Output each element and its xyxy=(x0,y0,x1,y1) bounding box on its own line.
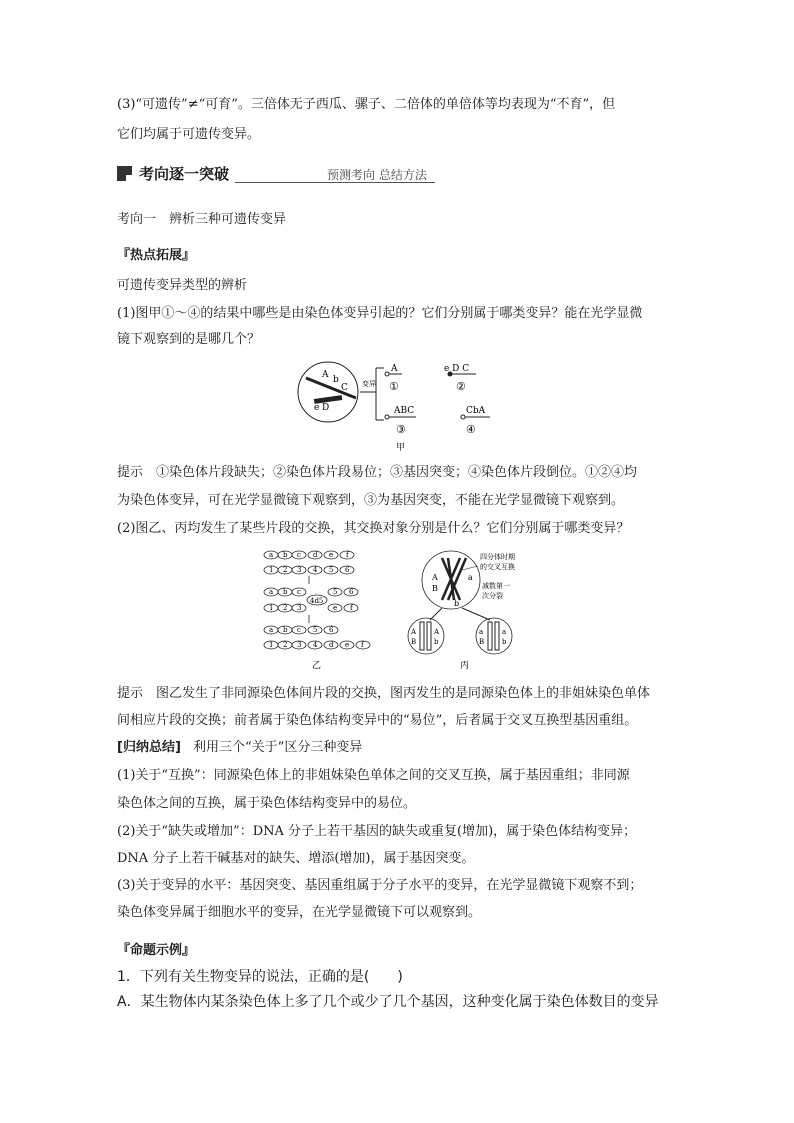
summary-heading xyxy=(117,739,362,757)
a1-line-2: 为染色体变异，可在光学显微镜下观察到，③为基因突变，不能在光学显微镜下观察到。 xyxy=(117,493,625,508)
jia-result-4-num: ④ xyxy=(466,423,476,436)
bing-cell-r-2: a xyxy=(502,628,507,636)
yi-res1-2: c xyxy=(297,626,301,634)
yi-r1-4: e xyxy=(329,551,334,559)
summary-p3-b: 染色体变异属于细胞水平的变异，在光学显微镜下可以观察到。 xyxy=(117,905,482,920)
jia-result-3-num: ③ xyxy=(396,423,406,436)
figure-bing xyxy=(398,548,538,673)
jia-result-2-num: ② xyxy=(456,380,466,393)
q1-line-1: (1)图甲①～④的结果中哪些是由染色体变异引起的？它们分别属于哪类变异？能在光学显微 xyxy=(117,306,643,321)
a2-line-1: 提示 图乙发生了非同源染色体间片段的交换，图丙发生的是同源染色体上的非姐妹染色单体 xyxy=(117,686,651,701)
yi-r1-1: b xyxy=(283,551,288,559)
jia-result-2-genes: e D C xyxy=(444,364,470,374)
bing-caption: 丙 xyxy=(460,661,470,671)
topic-title: 考向一 辨析三种可遗传变异 xyxy=(117,212,287,227)
jia-gene-D: D xyxy=(322,403,330,413)
summary-title: 利用三个“关于”区分三种变异 xyxy=(193,740,363,755)
bing-cell-l-0: A xyxy=(411,628,417,636)
section-heading xyxy=(117,162,435,186)
section-square-icon xyxy=(117,166,132,181)
yi-cb-5: f xyxy=(350,604,353,612)
yi-cb-1: 2 xyxy=(283,604,288,612)
bing-label-2: 的交叉互换 xyxy=(480,563,515,571)
summary-p1-a: (1)关于“互换”：同源染色体上的非姐妹染色单体之间的交叉互换，属于基因重组；非同源 xyxy=(117,768,630,783)
bing-gene-a: a xyxy=(468,573,473,582)
yi-ct-4: 5 xyxy=(333,588,338,596)
bing-cell-r-3: b xyxy=(502,638,507,646)
hot-label: 『热点拓展』 xyxy=(117,248,196,263)
intro-line-1: (3)“可遗传”≠“可育”。三倍体无子西瓜、骡子、二倍体的单倍体等均表现为“不育”，但 xyxy=(117,97,616,112)
bing-label-3: 减数第一 xyxy=(482,582,510,590)
figure-jia xyxy=(296,360,506,455)
yi-r2-4: 5 xyxy=(329,566,334,574)
yi-ct-2: c xyxy=(297,588,301,596)
yi-cm: 4d5 xyxy=(310,597,324,605)
a2-line-2: 间相应片段的交换；前者属于染色体结构变异中的“易位”，后者属于交叉互换型基因重组。 xyxy=(117,713,638,728)
yi-res2-6: f xyxy=(361,641,364,649)
yi-r2-1: 2 xyxy=(283,566,288,574)
question-option-a: A．某生物体内某条染色体上多了几个或少了几个基因，这种变化属于染色体数目的变异 xyxy=(117,994,659,1010)
yi-r2-5: 6 xyxy=(345,566,350,574)
hot-title: 可遗传变异类型的辨析 xyxy=(117,278,248,293)
yi-r1-5: f xyxy=(346,551,349,559)
yi-r2-3: 4 xyxy=(313,566,318,574)
yi-res1-5: 6 xyxy=(329,626,334,634)
jia-arrow-label: 变异 xyxy=(362,380,376,388)
yi-r2-2: 3 xyxy=(297,566,302,574)
summary-p2-a: (2)关于“缺失或增加”：DNA 分子上若干基因的缺失或重复(增加)，属于染色体结构变异； xyxy=(117,824,637,839)
figure-yi xyxy=(262,548,378,673)
bing-gene-A: A xyxy=(432,573,438,582)
yi-r1-2: c xyxy=(297,551,301,559)
bing-cell-l-3: b xyxy=(434,638,439,646)
section-title: 考向逐一突破 xyxy=(139,165,230,183)
jia-result-1-num: ① xyxy=(389,380,399,393)
question-stem: 1．下列有关生物变异的说法，正确的是( ) xyxy=(117,969,403,985)
jia-result-4-genes: CbA xyxy=(466,406,486,416)
yi-cb-4: e xyxy=(333,604,338,612)
yi-r2-0: 1 xyxy=(269,566,274,574)
yi-res1-0: a xyxy=(269,626,274,634)
q2-line: (2)图乙、丙均发生了某些片段的交换，其交换对象分别是什么？它们分别属于哪类变异？ xyxy=(117,521,630,536)
yi-res2-3: 4 xyxy=(313,641,318,649)
yi-res2-4: d xyxy=(329,641,334,649)
intro-line-2: 它们均属于可遗传变异。 xyxy=(117,127,261,142)
bing-label-1: 四分体时期 xyxy=(480,553,515,561)
bing-label-4: 次分裂 xyxy=(482,592,503,600)
summary-p2-b: DNA 分子上若干碱基对的缺失、增添(增加)，属于基因突变。 xyxy=(117,851,475,866)
bing-cell-l-2: A xyxy=(434,628,440,636)
bing-cell-l-1: B xyxy=(411,638,417,646)
bing-cell-r-0: a xyxy=(479,628,484,636)
q1-line-2: 镜下观察到的是哪几个？ xyxy=(117,332,261,347)
a1-line-1: 提示 ①染色体片段缺失；②染色体片段易位；③基因突变；④染色体片段倒位。①②④均 xyxy=(117,465,638,480)
jia-gene-b: b xyxy=(333,375,339,385)
example-label: 『命题示例』 xyxy=(117,943,196,958)
yi-ct-5: 6 xyxy=(349,588,354,596)
section-rule xyxy=(235,182,435,183)
summary-p3-a: (3)关于变异的水平：基因突变、基因重组属于分子水平的变异，在光学显微镜下观察不到； xyxy=(117,878,643,893)
jia-gene-A: A xyxy=(322,370,329,380)
yi-cb-0: 1 xyxy=(269,604,274,612)
jia-result-3-genes: ABC xyxy=(394,406,415,416)
jia-gene-C: C xyxy=(341,383,348,393)
yi-r1-0: a xyxy=(269,551,274,559)
yi-caption: 乙 xyxy=(312,661,322,671)
bing-gene-b: b xyxy=(454,599,460,608)
jia-gene-e: e xyxy=(314,403,320,413)
section-subtitle: 预测考向 总结方法 xyxy=(327,168,427,182)
bing-gene-B: B xyxy=(432,584,438,593)
summary-label: [归纳总结] xyxy=(117,740,181,755)
yi-cb-2: 3 xyxy=(297,604,302,612)
jia-caption: 甲 xyxy=(396,443,406,453)
yi-res1-1: b xyxy=(283,626,288,634)
jia-result-1-genes: A xyxy=(391,364,398,374)
yi-ct-0: a xyxy=(269,588,274,596)
yi-res2-0: 1 xyxy=(269,641,274,649)
yi-r1-3: d xyxy=(313,551,318,559)
yi-res2-2: 3 xyxy=(297,641,302,649)
yi-ct-1: b xyxy=(283,588,288,596)
summary-p1-b: 染色体之间的互换，属于染色体结构变异中的易位。 xyxy=(117,796,417,811)
bing-cell-r-1: B xyxy=(479,638,485,646)
yi-res2-5: e xyxy=(345,641,350,649)
yi-res2-1: 2 xyxy=(283,641,288,649)
yi-res1-4: 5 xyxy=(313,626,318,634)
